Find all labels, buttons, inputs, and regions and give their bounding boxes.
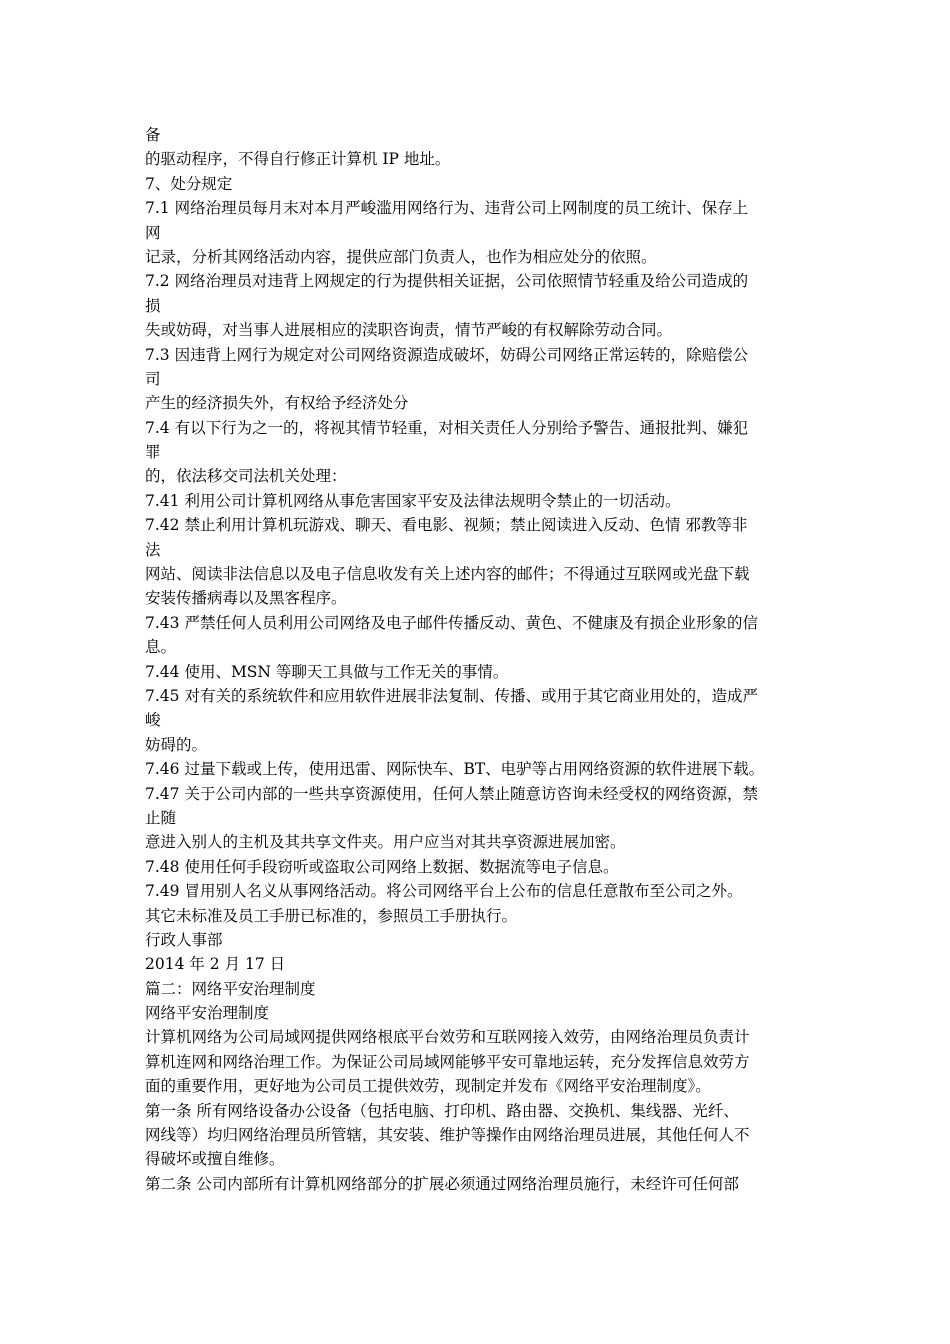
text-line: 计算机网络为公司局域网提供网络根底平台效劳和互联网接入效劳，由网络治理员负责计 xyxy=(145,1028,750,1047)
text-line: 7、处分规定 xyxy=(145,174,233,193)
text-line: 止随 xyxy=(145,808,177,827)
text-line: 2014 年 2 月 17 日 xyxy=(145,955,286,974)
text-line: 第二条 公司内部所有计算机网络部分的扩展必须通过网络治理员施行，未经许可任何部 xyxy=(145,1174,739,1193)
text-line: 算机连网和网络治理工作。为保证公司局域网能够平安可靠地运转，充分发挥信息效劳方 xyxy=(145,1052,750,1071)
text-line: 7.3 因违背上网行为规定对公司网络资源造成破坏，妨碍公司网络正常运转的，除赔偿公 xyxy=(145,345,749,364)
text-line: 网站、阅读非法信息以及电子信息收发有关上述内容的邮件；不得通过互联网或光盘下载 xyxy=(145,565,750,584)
text-line: 7.1 网络治理员每月末对本月严峻滥用网络行为、违背公司上网制度的员工统计、保存上 xyxy=(145,199,749,218)
text-line: 安装传播病毒以及黑客程序。 xyxy=(145,589,347,608)
text-line: 7.46 过量下载或上传，使用迅雷、网际快车、BT、电驴等占用网络资源的软件进展下载。 xyxy=(145,760,765,779)
text-line: 行政人事部 xyxy=(145,930,223,949)
text-line: 失或妨碍，对当事人进展相应的渎职咨询责，情节严峻的有权解除劳动合同。 xyxy=(145,321,673,340)
text-line: 息。 xyxy=(145,638,177,657)
text-line: 7.43 严禁任何人员利用公司网络及电子邮件传播反动、黄色、不健康及有损企业形象的信 xyxy=(145,613,758,632)
text-line: 的，依法移交司法机关处理： xyxy=(145,467,347,486)
text-line: 妨碍的。 xyxy=(145,735,208,754)
text-line: 7.2 网络治理员对违背上网规定的行为提供相关证据，公司依照情节轻重及给公司造成的 xyxy=(145,272,749,291)
document-body xyxy=(145,123,810,1196)
text-line: 7.45 对有关的系统软件和应用软件进展非法复制、传播、或用于其它商业用处的，造成严 xyxy=(145,686,758,705)
text-line: 其它未标准及员工手册已标准的，参照员工手册执行。 xyxy=(145,906,518,925)
text-line: 篇二：网络平安治理制度 xyxy=(145,979,316,998)
text-line: 7.47 关于公司内部的一些共享资源使用，任何人禁止随意访咨询未经受权的网络资源，禁 xyxy=(145,784,758,803)
text-line: 网络平安治理制度 xyxy=(145,1004,270,1023)
text-line: 的驱动程序，不得自行修正计算机 IP 地址。 xyxy=(145,150,451,169)
text-line: 网线等）均归网络治理员所管辖，其安装、维护等操作由网络治理员进展，其他任何人不 xyxy=(145,1126,750,1145)
text-line: 网 xyxy=(145,223,161,242)
text-line: 面的重要作用，更好地为公司员工提供效劳，现制定并发布《网络平安治理制度》。 xyxy=(145,1077,711,1096)
text-line: 第一条 所有网络设备办公设备（包括电脑、打印机、路由器、交换机、集线器、光纤、 xyxy=(145,1101,739,1120)
text-line: 司 xyxy=(145,369,161,388)
text-line: 产生的经济损失外，有权给予经济处分 xyxy=(145,394,409,413)
text-line: 罪 xyxy=(145,443,161,462)
text-line: 备 xyxy=(145,126,161,144)
text-line: 7.49 冒用别人名义从事网络活动。将公司网络平台上公布的信息任意散布至公司之外。 xyxy=(145,882,743,901)
text-line: 意进入别人的主机及其共享文件夹。用户应当对其共享资源进展加密。 xyxy=(145,833,626,852)
text-line: 7.48 使用任何手段窃听或盗取公司网络上数据、数据流等电子信息。 xyxy=(145,857,619,876)
text-line: 7.41 利用公司计算机网络从事危害国家平安及法律法规明令禁止的一切活动。 xyxy=(145,491,681,510)
text-line: 峻 xyxy=(145,711,161,730)
text-line: 法 xyxy=(145,540,161,559)
text-line: 记录，分析其网络活动内容，提供应部门负责人，也作为相应处分的依照。 xyxy=(145,247,657,266)
text-line: 7.44 使用、MSN 等聊天工具做与工作无关的事情。 xyxy=(145,662,509,681)
text-line: 7.4 有以下行为之一的，将视其情节轻重，对相关责任人分别给予警告、通报批判、嫌犯 xyxy=(145,418,749,437)
text-line: 损 xyxy=(145,296,161,315)
text-line: 得破坏或擅自维修。 xyxy=(145,1150,285,1169)
text-line: 7.42 禁止利用计算机玩游戏、聊天、看电影、视频；禁止阅读进入反动、色情 邪教等非 xyxy=(145,516,748,535)
